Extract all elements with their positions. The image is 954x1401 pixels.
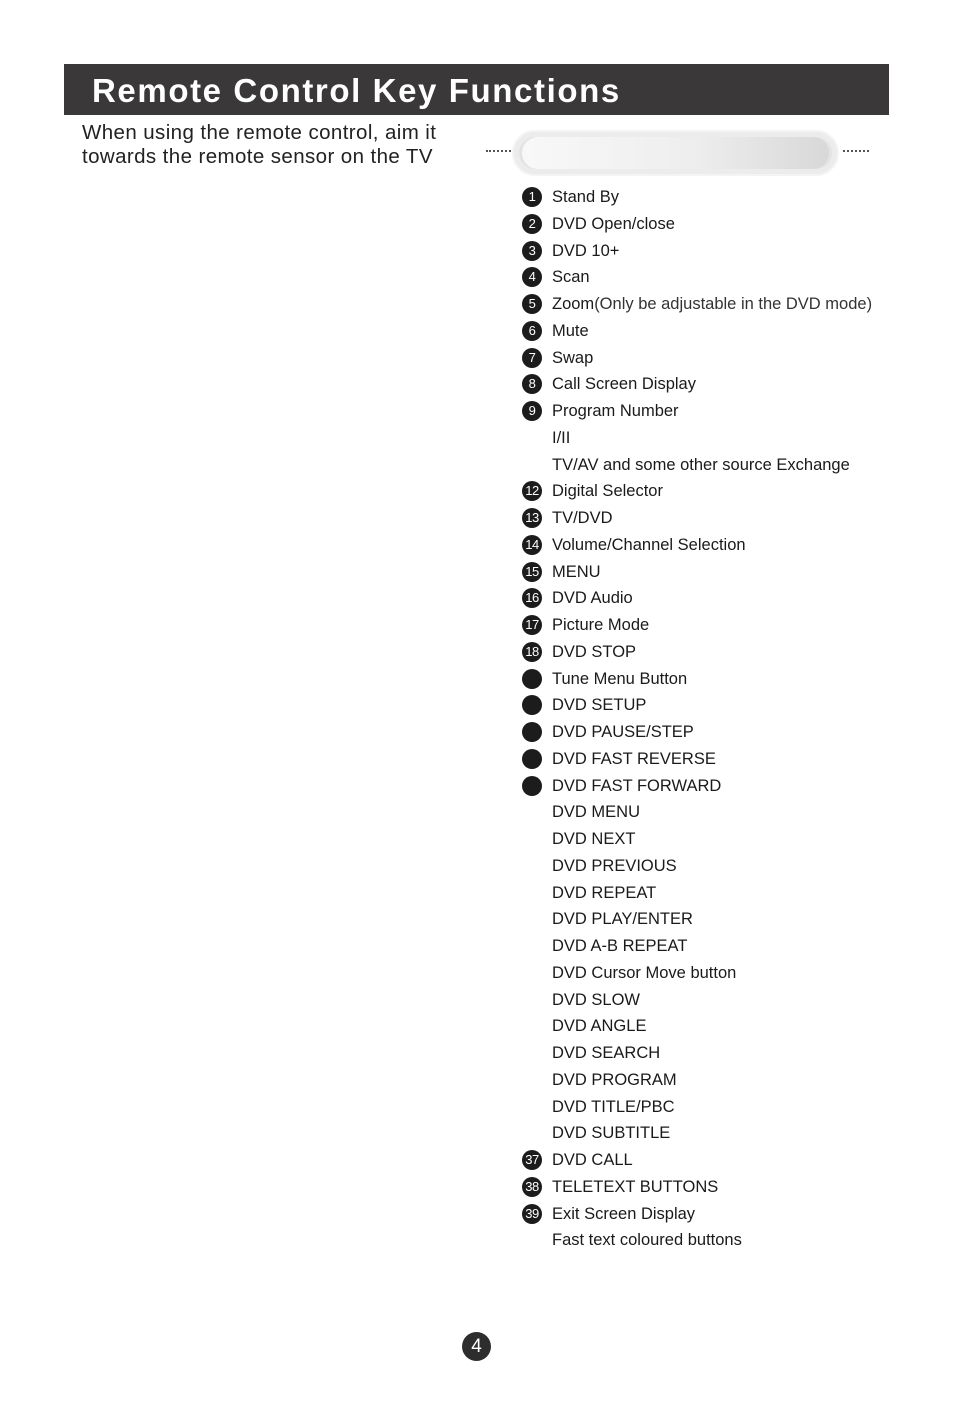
key-function-item xyxy=(0,1148,954,1174)
key-function-text: DVD NEXT xyxy=(552,830,636,848)
key-function-item xyxy=(0,292,954,318)
key-number-badge: 18 xyxy=(522,642,542,662)
key-function-label xyxy=(552,774,721,798)
key-function-label xyxy=(552,533,746,557)
key-function-item xyxy=(0,453,954,479)
intro-text xyxy=(82,121,482,169)
key-function-text: Zoom xyxy=(552,295,595,313)
key-number-badge: 37 xyxy=(522,1150,542,1170)
key-function-item xyxy=(0,1095,954,1121)
key-function-label xyxy=(552,747,716,771)
key-function-item xyxy=(0,479,954,505)
key-function-item xyxy=(0,1228,954,1254)
key-function-item xyxy=(0,239,954,265)
key-number-badge: 4 xyxy=(522,267,542,287)
key-function-item xyxy=(0,346,954,372)
key-function-item xyxy=(0,907,954,933)
key-number-badge: 2 xyxy=(522,214,542,234)
key-function-text: DVD FAST REVERSE xyxy=(552,749,716,768)
key-function-text: DVD PLAY/ENTER xyxy=(552,910,693,929)
sensor-dotted-line-left xyxy=(486,150,511,152)
key-function-label xyxy=(552,426,570,450)
key-function-text: DVD SETUP xyxy=(552,696,647,715)
key-function-label xyxy=(552,640,636,664)
key-function-text: DVD SEARCH xyxy=(552,1044,661,1062)
key-function-item xyxy=(0,399,954,425)
intro-line-2: towards the remote sensor on the TV xyxy=(82,145,433,168)
key-function-text: DVD CALL xyxy=(552,1151,633,1169)
key-function-text: DVD MENU xyxy=(552,803,641,822)
key-function-text: Call Screen Display xyxy=(552,375,696,394)
key-function-item xyxy=(0,827,954,853)
key-function-text: DVD SLOW xyxy=(552,990,641,1009)
key-function-label xyxy=(552,185,619,209)
key-function-label xyxy=(552,239,619,263)
key-function-text: DVD Audio xyxy=(552,589,633,608)
key-function-label xyxy=(552,961,736,985)
key-function-item xyxy=(0,1041,954,1067)
key-function-label xyxy=(552,319,589,343)
remote-sensor-graphic xyxy=(512,130,839,176)
key-function-item xyxy=(0,693,954,719)
page-title: Remote Control Key Functions xyxy=(92,72,621,109)
key-function-label xyxy=(552,1175,718,1199)
key-function-label xyxy=(552,560,601,584)
key-number-badge: 39 xyxy=(522,1204,542,1224)
key-function-text: DVD REPEAT xyxy=(552,883,657,902)
key-number-badge: 15 xyxy=(522,562,542,582)
key-function-label xyxy=(552,1228,742,1252)
key-function-text: TV/AV and some other source Exchange xyxy=(552,455,850,474)
key-function-label xyxy=(552,720,694,744)
key-function-text: Scan xyxy=(552,268,590,287)
key-function-text: Digital Selector xyxy=(552,482,663,501)
remote-sensor-highlight xyxy=(522,137,829,169)
key-function-item xyxy=(0,961,954,987)
key-function-label xyxy=(552,1014,646,1038)
key-function-text: DVD TITLE/PBC xyxy=(552,1097,675,1116)
key-function-item xyxy=(0,586,954,612)
key-number-badge xyxy=(522,776,542,796)
key-function-text: DVD A-B REPEAT xyxy=(552,937,688,955)
key-number-badge: 3 xyxy=(522,241,542,261)
key-number-badge: 9 xyxy=(522,401,542,421)
key-function-text: Volume/Channel Selection xyxy=(552,535,746,554)
key-function-item xyxy=(0,506,954,532)
key-function-label xyxy=(552,988,640,1012)
key-number-badge: 6 xyxy=(522,321,542,341)
key-number-badge: 16 xyxy=(522,588,542,608)
key-function-text: Program Number xyxy=(552,402,679,420)
key-function-label xyxy=(552,881,656,905)
key-function-label xyxy=(552,1121,670,1145)
key-function-item xyxy=(0,265,954,291)
key-function-item xyxy=(0,613,954,639)
key-number-badge xyxy=(522,749,542,769)
key-function-text: I/II xyxy=(552,428,571,447)
key-function-item xyxy=(0,185,954,211)
key-function-item xyxy=(0,747,954,773)
key-function-item xyxy=(0,774,954,800)
key-function-label xyxy=(552,292,872,316)
key-function-label xyxy=(552,1148,633,1172)
key-number-badge: 13 xyxy=(522,508,542,528)
key-function-text: DVD ANGLE xyxy=(552,1017,647,1036)
key-function-label xyxy=(552,693,646,717)
key-function-text: DVD 10+ xyxy=(552,241,620,260)
key-function-item xyxy=(0,372,954,398)
key-function-text: Exit Screen Display xyxy=(552,1204,696,1223)
key-number-badge: 14 xyxy=(522,535,542,555)
key-function-item xyxy=(0,533,954,559)
key-function-label xyxy=(552,479,663,503)
key-function-item xyxy=(0,800,954,826)
key-number-badge xyxy=(522,722,542,742)
key-function-item xyxy=(0,720,954,746)
key-function-item xyxy=(0,560,954,586)
key-function-text: DVD FAST FORWARD xyxy=(552,776,722,795)
key-function-note: (Only be adjustable in the DVD mode) xyxy=(594,295,873,313)
key-function-label xyxy=(552,586,633,610)
intro-line-1: When using the remote control, aim it xyxy=(82,121,437,144)
key-function-label xyxy=(552,854,677,878)
key-function-text: DVD STOP xyxy=(552,642,637,661)
key-function-text: Stand By xyxy=(552,188,619,206)
page-number: 4 xyxy=(462,1332,491,1361)
key-function-text: Swap xyxy=(552,348,594,367)
key-function-item xyxy=(0,1202,954,1228)
key-function-item xyxy=(0,1175,954,1201)
key-function-label xyxy=(552,212,675,236)
key-number-badge: 17 xyxy=(522,615,542,635)
key-function-item xyxy=(0,640,954,666)
key-number-badge: 12 xyxy=(522,481,542,501)
key-function-label xyxy=(552,506,613,530)
key-function-label xyxy=(552,1095,675,1119)
key-function-text: MENU xyxy=(552,562,601,581)
key-function-text: DVD Open/close xyxy=(552,214,675,233)
key-function-text: Fast text coloured buttons xyxy=(552,1231,742,1250)
key-function-item xyxy=(0,988,954,1014)
key-function-text: DVD SUBTITLE xyxy=(552,1124,671,1143)
key-function-item xyxy=(0,854,954,880)
key-function-item xyxy=(0,426,954,452)
key-function-item xyxy=(0,1068,954,1094)
key-function-text: Mute xyxy=(552,321,589,340)
key-function-item xyxy=(0,319,954,345)
key-function-label xyxy=(552,907,693,931)
key-function-item xyxy=(0,667,954,693)
key-function-label xyxy=(552,827,635,851)
key-function-text: Picture Mode xyxy=(552,616,650,634)
key-function-text: TV/DVD xyxy=(552,509,613,527)
key-function-item xyxy=(0,934,954,960)
key-function-label xyxy=(552,453,850,477)
key-function-text: DVD PREVIOUS xyxy=(552,856,677,875)
key-function-text: DVD Cursor Move button xyxy=(552,963,737,982)
key-function-text: DVD PROGRAM xyxy=(552,1070,677,1089)
key-number-badge xyxy=(522,669,542,689)
key-function-label xyxy=(552,800,640,824)
key-function-item xyxy=(0,212,954,238)
key-number-badge: 7 xyxy=(522,348,542,368)
key-number-badge: 5 xyxy=(522,294,542,314)
key-function-item xyxy=(0,1014,954,1040)
key-function-label xyxy=(552,372,696,396)
key-function-label xyxy=(552,613,649,637)
sensor-dotted-line-right xyxy=(843,150,869,152)
title-bar xyxy=(64,64,889,115)
key-function-text: TELETEXT BUTTONS xyxy=(552,1177,719,1196)
key-function-label xyxy=(552,934,687,958)
key-function-label xyxy=(552,667,687,691)
key-number-badge xyxy=(522,695,542,715)
key-function-label xyxy=(552,399,679,423)
key-number-badge: 8 xyxy=(522,374,542,394)
key-function-label xyxy=(552,1041,660,1065)
key-number-badge: 1 xyxy=(522,187,542,207)
key-function-label xyxy=(552,346,593,370)
key-number-badge: 38 xyxy=(522,1177,542,1197)
key-function-label xyxy=(552,265,590,289)
key-function-label xyxy=(552,1068,677,1092)
key-function-text: Tune Menu Button xyxy=(552,669,688,688)
key-function-label xyxy=(552,1202,695,1226)
key-function-item xyxy=(0,881,954,907)
key-function-item xyxy=(0,1121,954,1147)
key-function-text: DVD PAUSE/STEP xyxy=(552,723,694,741)
